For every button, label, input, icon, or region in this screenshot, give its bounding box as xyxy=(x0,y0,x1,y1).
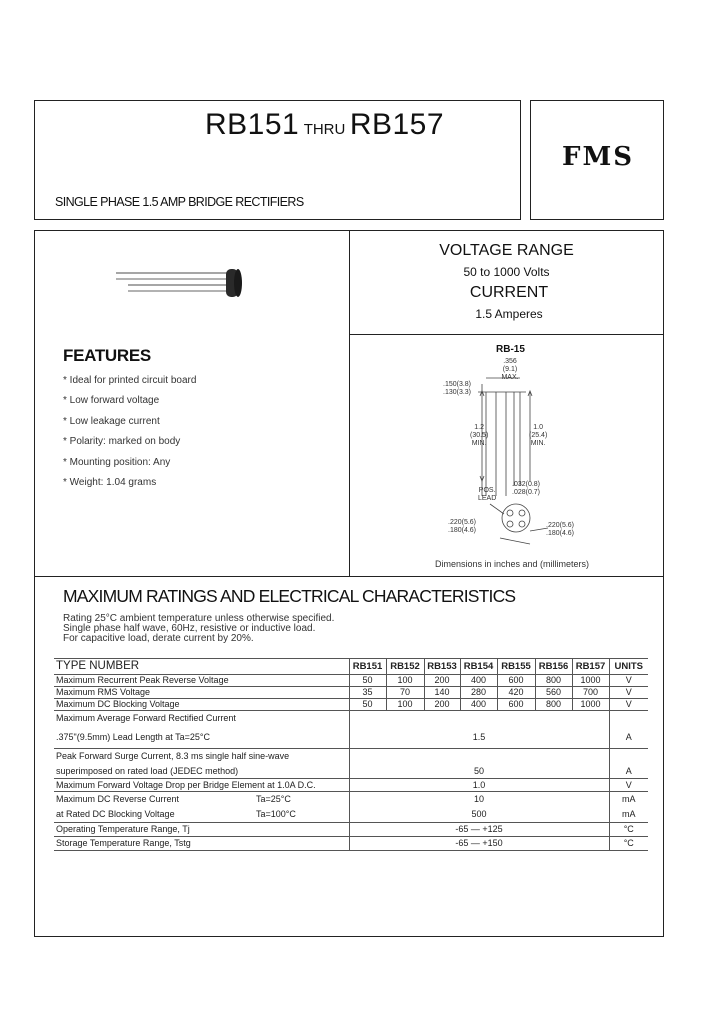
rating-note: Single phase half wave, 60Hz, resistive or inductive load. xyxy=(63,623,316,634)
table-cell: 10 xyxy=(349,792,609,807)
table-cell: °C xyxy=(609,837,648,851)
pos-lead-label: POS. LEAD xyxy=(478,487,497,502)
table-cell: 800 xyxy=(535,699,572,711)
table-cell: 1000 xyxy=(572,675,609,687)
section-divider xyxy=(34,576,664,577)
dim-left-height: .150(3.8) .130(3.3) xyxy=(443,381,472,396)
table-row xyxy=(54,749,648,765)
table-cell: mA xyxy=(609,806,648,823)
feature-item: * Low forward voltage xyxy=(63,395,160,406)
ratings-divider xyxy=(349,334,664,335)
table-cell: V xyxy=(609,687,648,699)
table-cell: 400 xyxy=(460,699,497,711)
table-cell: 35 xyxy=(349,687,386,699)
table-cell: 560 xyxy=(535,687,572,699)
features-heading: FEATURES xyxy=(63,346,151,365)
table-cell: mA xyxy=(609,792,648,807)
table-cell: V xyxy=(609,699,648,711)
rating-notes xyxy=(63,614,334,644)
table-cell: Storage Temperature Range, Tstg xyxy=(54,837,349,851)
part-end: RB157 xyxy=(349,108,445,141)
table-header-cell: RB153 xyxy=(424,659,460,675)
table-cell: 420 xyxy=(497,687,535,699)
table-cell: Maximum Average Forward Rectified Current xyxy=(56,713,236,723)
table-header-cell: UNITS xyxy=(609,659,648,675)
table-cell: 700 xyxy=(572,687,609,699)
table-header-cell: RB152 xyxy=(386,659,424,675)
table-row xyxy=(54,764,648,779)
table-cell: 100 xyxy=(386,675,424,687)
part-start: RB151 xyxy=(205,108,300,141)
table-cell: 100 xyxy=(386,699,424,711)
feature-item: * Polarity: marked on body xyxy=(63,436,181,447)
table-cell: Maximum Forward Voltage Drop per Bridge Element at 1.0A D.C. xyxy=(54,779,349,792)
table-row xyxy=(54,792,648,807)
table-row xyxy=(54,823,648,837)
table-header-row xyxy=(54,659,648,675)
table-row xyxy=(54,837,648,851)
table-cell: Operating Temperature Range, Tj xyxy=(54,823,349,837)
table-cell: Peak Forward Surge Current, 8.3 ms single half sine-wave xyxy=(56,751,290,761)
feature-item: * Weight: 1.04 grams xyxy=(63,477,157,488)
table-header-cell: RB154 xyxy=(460,659,497,675)
table-header-cell: RB155 xyxy=(497,659,535,675)
table-cell: 280 xyxy=(460,687,497,699)
table-cell: -65 — +150 xyxy=(349,837,609,851)
package-name: RB-15 xyxy=(496,344,525,355)
table-cell: V xyxy=(609,779,648,792)
table-cell: 600 xyxy=(497,675,535,687)
rating-note: For capacitive load, derate current by 20%. xyxy=(63,633,254,644)
dim-lead-left: 1.2 (30.5) MIN. xyxy=(470,424,489,447)
rectifier-component-image xyxy=(110,265,250,305)
condition-label: Ta=25°C xyxy=(256,793,291,804)
table-header-cell: TYPE NUMBER xyxy=(54,659,349,675)
table-row xyxy=(54,806,648,823)
table-header-cell: RB157 xyxy=(572,659,609,675)
table-row xyxy=(54,779,648,792)
table-cell: Maximum Recurrent Peak Reverse Voltage xyxy=(54,675,349,687)
table-cell: 1.5 xyxy=(349,726,609,749)
table-cell: 800 xyxy=(535,675,572,687)
table-cell: 400 xyxy=(460,675,497,687)
table-header-cell: RB151 xyxy=(349,659,386,675)
table-cell: 200 xyxy=(424,675,460,687)
dim-top: .356 (9.1) MAX. xyxy=(501,358,519,381)
product-subtitle: SINGLE PHASE 1.5 AMP BRIDGE RECTIFIERS xyxy=(55,195,304,209)
voltage-range-value: 50 to 1000 Volts xyxy=(463,265,550,279)
dim-body-left: .220(5.6) .180(4.6) xyxy=(448,519,477,534)
table-cell: .375"(9.5mm) Lead Length at Ta=25°C xyxy=(54,726,349,749)
table-cell: °C xyxy=(609,823,648,837)
dim-lead-right: 1.0 (25.4) MIN. xyxy=(529,424,548,447)
table-row xyxy=(54,711,648,727)
table-cell: 140 xyxy=(424,687,460,699)
table-cell: Maximum DC Reverse Current Ta=25°C xyxy=(56,793,291,804)
table-cell: 1000 xyxy=(572,699,609,711)
condition-label: Ta=100°C xyxy=(256,808,296,819)
characteristics-table xyxy=(54,658,648,851)
dimensions-caption: Dimensions in inches and (millimeters) xyxy=(435,559,590,569)
dim-body-right: .220(5.6) .180(4.6) xyxy=(546,522,575,537)
table-cell: 200 xyxy=(424,699,460,711)
feature-item: * Ideal for printed circuit board xyxy=(63,375,197,386)
table-cell: 50 xyxy=(349,699,386,711)
part-number-title xyxy=(205,108,444,142)
table-cell: A xyxy=(609,764,648,779)
body-divider-vertical xyxy=(349,230,350,576)
table-header-cell: RB156 xyxy=(535,659,572,675)
table-cell: -65 — +125 xyxy=(349,823,609,837)
feature-item: * Mounting position: Any xyxy=(63,457,171,468)
brand-logo: FMS xyxy=(561,142,634,172)
table-cell: 1.0 xyxy=(349,779,609,792)
table-cell: 70 xyxy=(386,687,424,699)
table-cell: 600 xyxy=(497,699,535,711)
table-cell: Maximum DC Blocking Voltage xyxy=(54,699,349,711)
table-row xyxy=(54,699,648,711)
table-cell: 50 xyxy=(349,675,386,687)
dim-wire: .032(0.8) .028(0.7) xyxy=(512,481,541,496)
table-row xyxy=(54,726,648,749)
rating-note: Rating 25°C ambient temperature unless otherwise specified. xyxy=(63,613,335,624)
table-row xyxy=(54,675,648,687)
current-title: CURRENT xyxy=(469,284,549,301)
current-value: 1.5 Amperes xyxy=(475,307,543,321)
table-cell: V xyxy=(609,675,648,687)
voltage-range-title: VOLTAGE RANGE xyxy=(439,242,574,259)
table-cell: 50 xyxy=(349,764,609,779)
table-cell: 500 xyxy=(349,806,609,823)
table-cell: A xyxy=(609,726,648,749)
table-cell: Maximum RMS Voltage xyxy=(54,687,349,699)
table-cell: superimposed on rated load (JEDEC method) xyxy=(54,764,349,779)
table-row xyxy=(54,687,648,699)
feature-item: * Low leakage current xyxy=(63,416,160,427)
characteristics-heading: MAXIMUM RATINGS AND ELECTRICAL CHARACTERISTICS xyxy=(63,586,516,606)
thru-label: THRU xyxy=(303,121,346,138)
table-cell: at Rated DC Blocking Voltage Ta=100°C xyxy=(54,806,349,823)
